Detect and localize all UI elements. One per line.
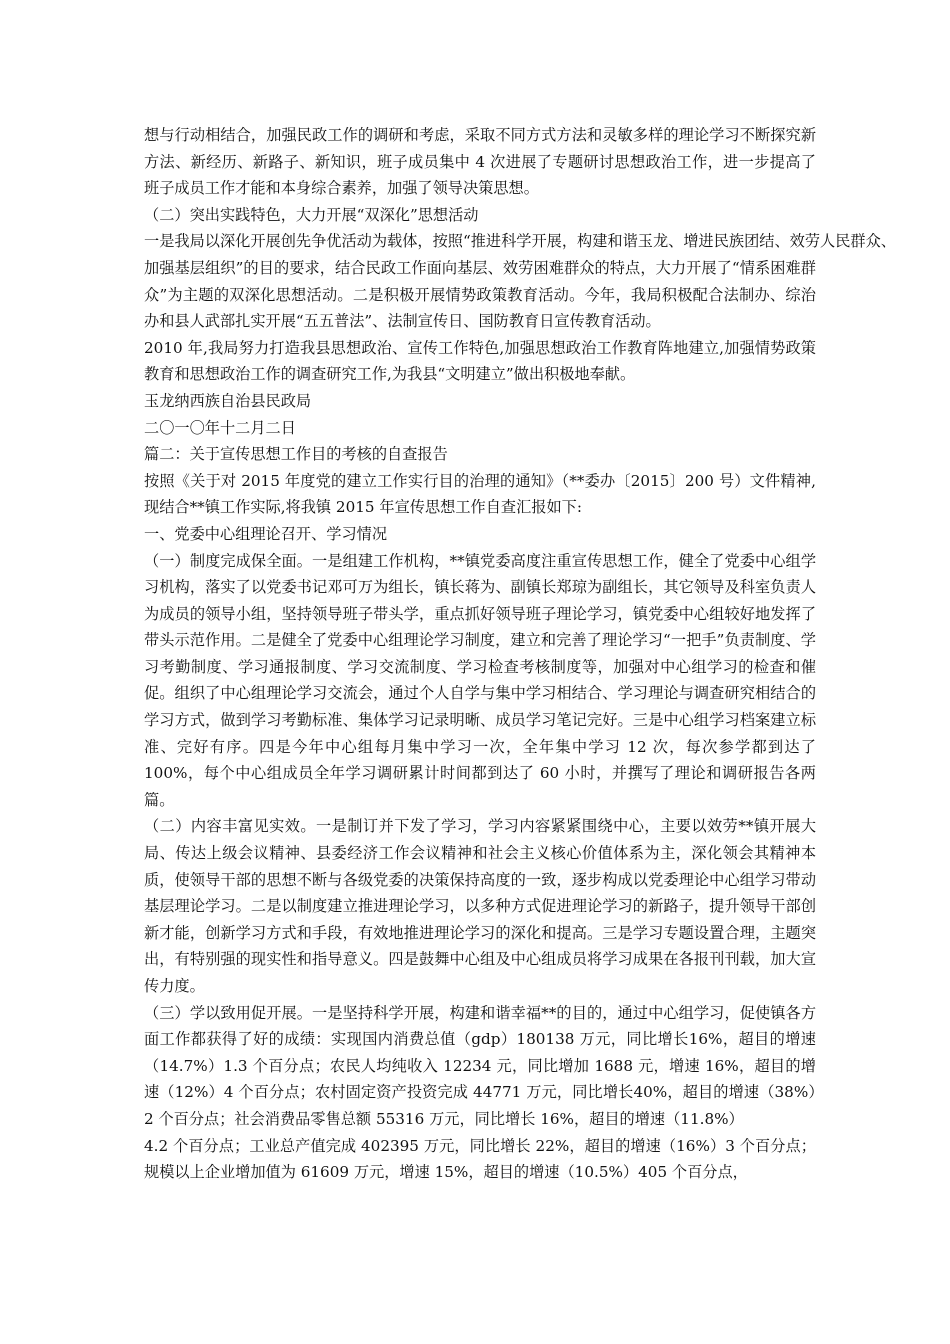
paragraph-application: （三）学以致用促开展。一是坚持科学开展，构建和谐幸福**的目的，通过中心组学习，促使镇各方面工作都获得了好的成绩：实现国内消费总值（gdp）180138 万元，同比增长16%，超目的增速（14.7%）1.3 个百分点；农民人均纯收入 12234 元，同比增加 1688 元，增速 16%，超目的增速（12%）4 个百分点；农村固定资产投资完成 44771 万元，同比增长40%，超目的增速（38%）2 个百分点；社会消费品零售总额 55316 万元，同比增长 16%，超目的增速（11.8%） <box>144 1003 816 1128</box>
paragraph-continuation: 想与行动相结合，加强民政工作的调研和考虑，采取不同方式方法和灵敏多样的理论学习不断探究新方法、新经历、新路子、新知识，班子成员集中 4 次进展了专题研讨思想政治工作，进一步提高了班子成员工作才能和本身综合素养，加强了领导决策思想。 <box>144 126 816 198</box>
paragraph-system: （一）制度完成保全面。一是组建工作机构，**镇党委高度注重宣传思想工作，健全了党委中心组学习机构，落实了以党委书记邓可万为组长，镇长蒋为、副镇长郑琼为副组长，其它领导及科室负责人为成员的领导小组，坚持领导班子带头学，重点抓好领导班子理论学习，镇党委中心组较好地发挥了带头示范作用。二是健全了党委中心组理论学习制度，建立和完善了理论学习“一把手”负责制度、学习考勤制度、学习通报制度、学习交流制度、学习检查考核制度等，加强对中心组学习的检查和催促。组织了中心组理论学习交流会，通过个人自学与集中学习相结合、学习理论与调查研究相结合的学习方式，做到学习考勤标准、集体学习记录明晰、成员学习笔记完好。三是中心组学习档案建立标准、完好有序。四是今年中心组每月集中学习一次，全年集中学习 12 次，每次参学都到达了100%，每个中心组成员全年学习调研累计时间都到达了 60 小时，并撰写了理论和调研报告各两篇。 <box>144 551 816 809</box>
paragraph-line: 一是我局以深化开展创先争优活动为载体，按照“推进科学开展，构建和谐玉龙、增进民族团结、效劳人民群众、 <box>144 232 896 251</box>
heading-section-one: 一、党委中心组理论召开、学习情况 <box>144 524 387 543</box>
paragraph-2010: 2010 年,我局努力打造我县思想政治、宣传工作特色,加强思想政治工作教育阵地建立,加强情势政策教育和思想政治工作的调查研究工作,为我县“文明建立”做出积极地奉献。 <box>144 338 816 384</box>
paragraph-activities: 加强基层组织”的目的要求，结合民政工作面向基层、效劳困难群众的特点，大力开展了“情系困难群众”为主题的双深化思想活动。二是积极开展情势政策教育活动。今年，我局积极配合法制办、综治办和县人武部扎实开展“五五普法”、法制宣传日、国防教育日宣传教育活动。 <box>144 258 816 331</box>
section-title-part-two: 篇二：关于宣传思想工作目的考核的自查报告 <box>144 445 448 464</box>
subheading-practice: （二）突出实践特色，大力开展“双深化”思想活动 <box>144 205 479 224</box>
paragraph-industry: 4.2 个百分点；工业总产值完成 402395 万元，同比增长 22%，超目的增速（16%）3 个百分点；规模以上企业增加值为 61609 万元，增速 15%，超目的增速（10.5%）405 个百分点， <box>144 1136 816 1182</box>
document-body <box>144 122 896 1186</box>
paragraph-intro: 按照《关于对 2015 年度党的建立工作实行目的治理的通知》（**委办〔2015〕200 号）文件精神,现结合**镇工作实际,将我镇 2015 年宣传思想工作自查汇报如下: <box>144 471 816 517</box>
signature-date: 二〇一〇年十二月二日 <box>144 418 296 437</box>
paragraph-content: （二）内容丰富见实效。一是制订并下发了学习，学习内容紧紧围绕中心，主要以效劳**镇开展大局、传达上级会议精神、县委经济工作会议精神和社会主义核心价值体系为主，深化领会其精神本质，使领导干部的思想不断与各级党委的决策保持高度的一致，逐步构成以党委理论中心组学习带动基层理论学习。二是以制度建立推进理论学习，以多种方式促进理论学习的新路子，提升领导干部创新才能，创新学习方式和手段，有效地推进理论学习的深化和提高。三是学习专题设置合理，主题突出，有特别强的现实性和指导意义。四是鼓舞中心组及中心组成员将学习成果在各报刊刊载，加大宣传力度。 <box>144 817 816 995</box>
signature-organization: 玉龙纳西族自治县民政局 <box>144 391 312 410</box>
